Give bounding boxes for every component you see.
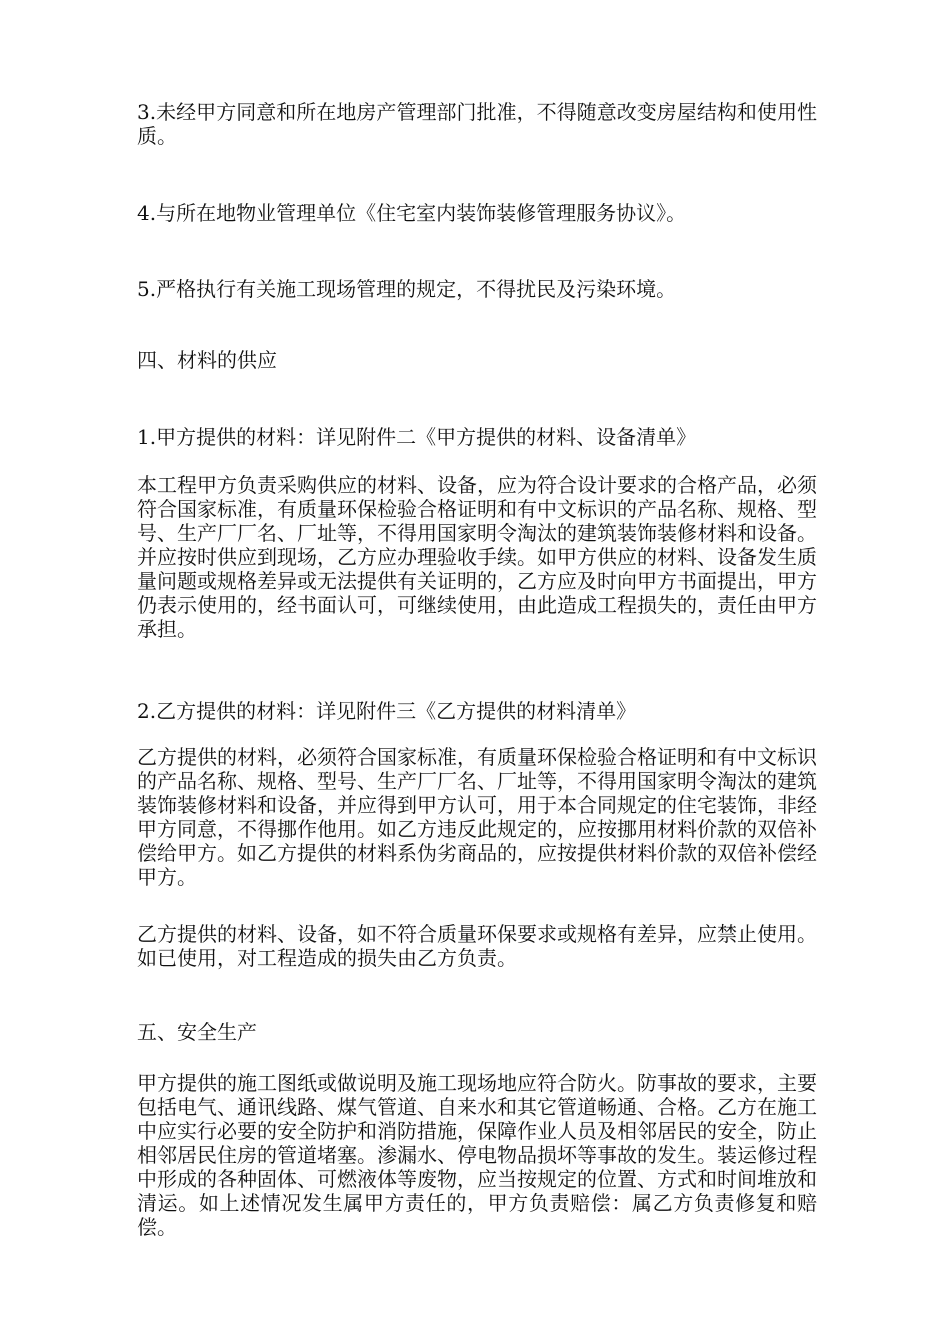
materials-clause-2-heading: 2.乙方提供的材料：详见附件三《乙方提供的材料清单》: [137, 699, 637, 723]
clause-5-text: 5.严格执行有关施工现场管理的规定，不得扰民及污染环境。: [137, 277, 677, 301]
materials-clause-1-body: 本工程甲方负责采购供应的材料、设备，应为符合设计要求的合格产品，必须符合国家标准，有质量环保检验合格证明和有中文标识的产品名称、规格、型号、生产厂厂名、厂址等，不得用国家明令淘汰的建筑装饰装修材料和设备。并应按时供应到现场，乙方应办理验收手续。如甲方供应的材料、设备发生质量问题或规格差异或无法提供有关证明的，乙方应及时向甲方书面提出，甲方仍表示使用的，经书面认可，可继续使用，由此造成工程损失的，责任由甲方承担。: [137, 473, 817, 641]
materials-clause-1-heading: 1.甲方提供的材料：详见附件二《甲方提供的材料、设备清单》: [137, 425, 697, 449]
clause-4-text: 4.与所在地物业管理单位《住宅室内装饰装修管理服务协议》。: [137, 201, 687, 225]
safety-body: 甲方提供的施工图纸或做说明及施工现场地应符合防火。防事故的要求，主要包括电气、通讯线路、煤气管道、自来水和其它管道畅通、合格。乙方在施工中应实行必要的安全防护和消防措施，保障作业人员及相邻居民的安全，防止相邻居民住房的管道堵塞。渗漏水、停电物品损坏等事故的发生。装运修过程中形成的各种固体、可燃液体等废物，应当按规定的位置、方式和时间堆放和清运。如上述情况发生属甲方责任的，甲方负责赔偿：属乙方负责修复和赔偿。: [137, 1071, 817, 1239]
materials-clause-2-note: 乙方提供的材料、设备，如不符合质量环保要求或规格有差异，应禁止使用。如已使用，对工程造成的损失由乙方负责。: [137, 922, 817, 970]
materials-clause-2-body: 乙方提供的材料，必须符合国家标准，有质量环保检验合格证明和有中文标识的产品名称、规格、型号、生产厂厂名、厂址等，不得用国家明令淘汰的建筑装饰装修材料和设备，并应得到甲方认可，用于本合同规定的住宅装饰，非经甲方同意，不得挪作他用。如乙方违反此规定的，应按挪用材料价款的双倍补偿给甲方。如乙方提供的材料系伪劣商品的，应按提供材料价款的双倍补偿经甲方。: [137, 745, 817, 889]
clause-3-text: 3.未经甲方同意和所在地房产管理部门批准，不得随意改变房屋结构和使用性质。: [137, 100, 817, 148]
section-5-heading: 五、安全生产: [137, 1020, 257, 1044]
section-4-heading: 四、材料的供应: [137, 348, 277, 372]
